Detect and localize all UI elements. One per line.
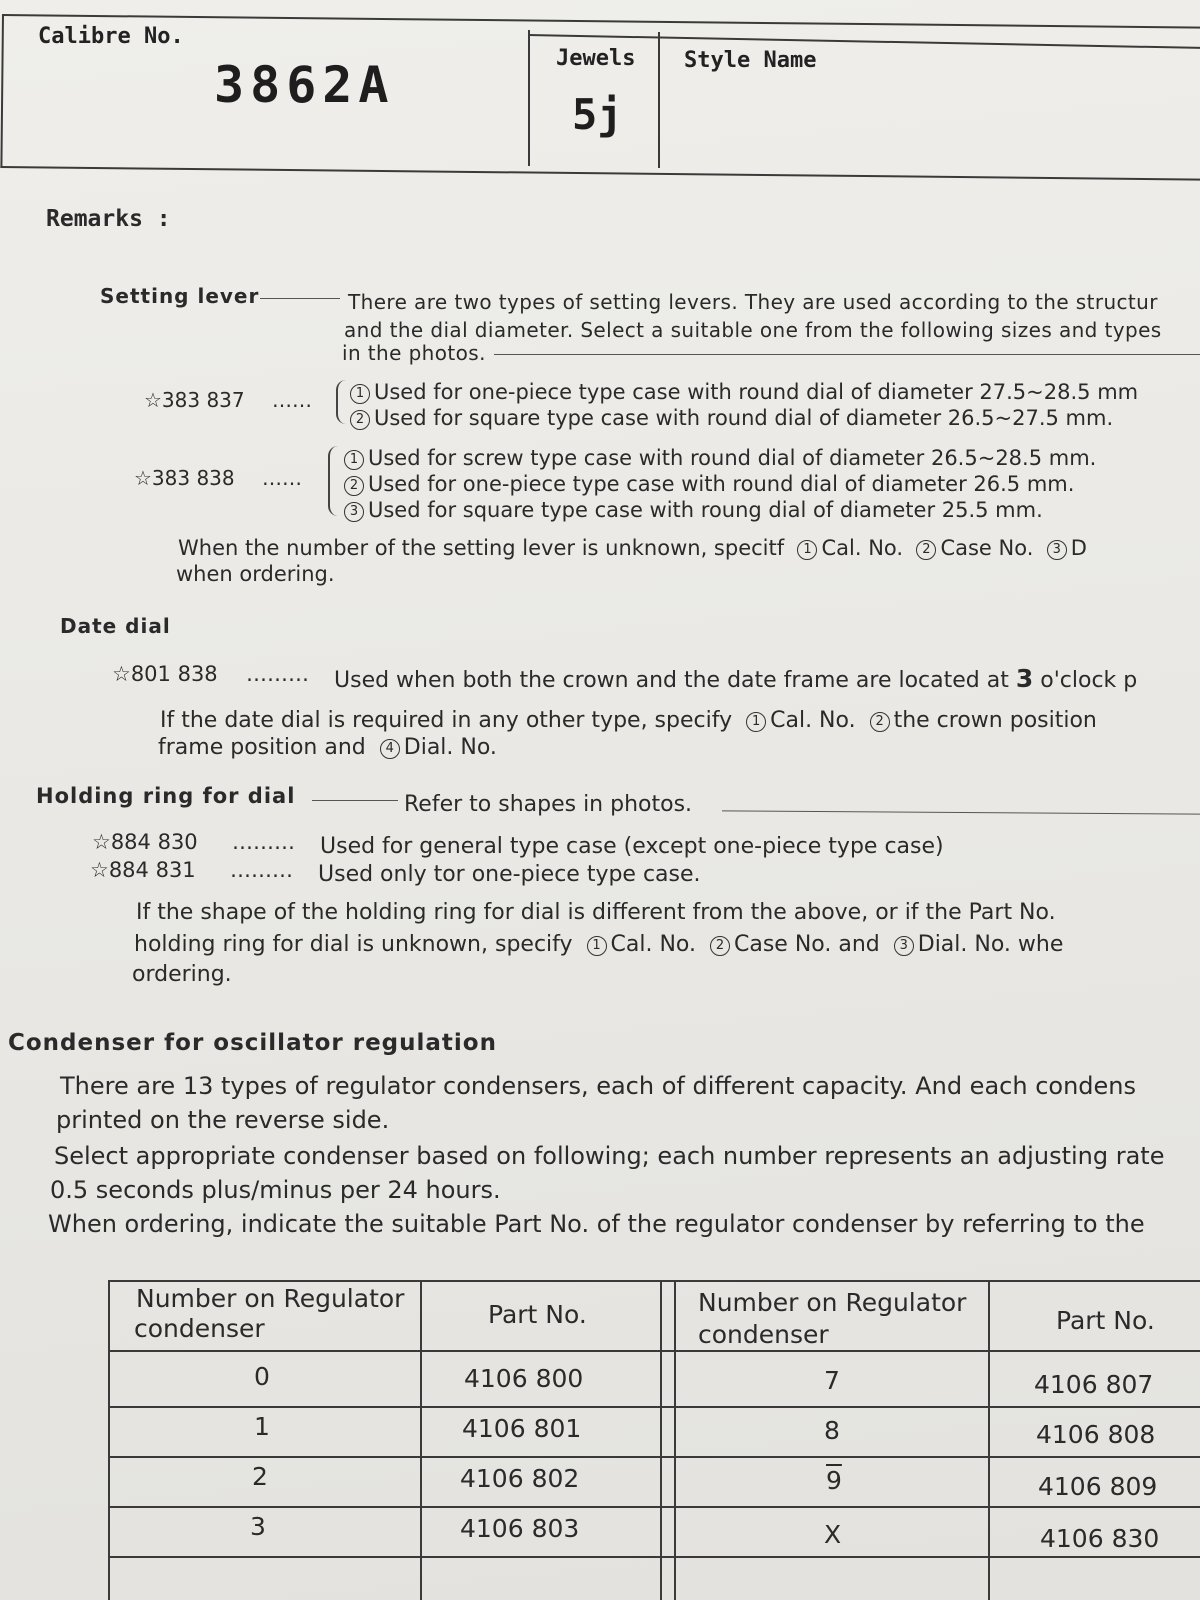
table-cell-number: 8 xyxy=(824,1416,840,1445)
condenser-line-4: 0.5 seconds plus/minus per 24 hours. xyxy=(50,1176,501,1204)
setting-lever-383838-item-1 xyxy=(344,446,1096,470)
leader-dots: ……… xyxy=(232,830,295,854)
part-number-801838: ☆801 838 xyxy=(112,662,218,686)
calibre-number: 3862A xyxy=(214,56,395,114)
table-header-part-1: Part No. xyxy=(488,1300,587,1329)
circled-number-2: 2 xyxy=(350,410,370,430)
table-header-number-2a: Number on Regulator xyxy=(698,1288,967,1317)
condenser-line-2: printed on the reverse side. xyxy=(56,1106,390,1134)
part-tail: o'clock p xyxy=(1040,668,1138,693)
setting-lever-leader xyxy=(260,298,340,299)
item-text: Used for square type case with round dial of diameter 26.5~27.5 mm. xyxy=(374,406,1114,430)
item-text: Used for square type case with roung dial of diameter 25.5 mm. xyxy=(368,498,1043,522)
circled-number-2: 2 xyxy=(710,936,730,956)
condenser-title: Condenser for oscillator regulation xyxy=(8,1030,497,1056)
table-cell-part: 4106 803 xyxy=(460,1514,580,1543)
date-dial-title: Date dial xyxy=(60,614,171,638)
holding-ring-desc: Refer to shapes in photos. xyxy=(404,792,693,817)
table-cell-part: 4106 808 xyxy=(1036,1420,1156,1449)
part-number-884830: ☆884 830 xyxy=(92,830,198,854)
circled-number-1: 1 xyxy=(797,540,817,560)
setting-lever-383837-item-1 xyxy=(350,380,1138,404)
condenser-line-5: When ordering, indicate the suitable Part No. of the regulator condenser by referring to the xyxy=(48,1210,1145,1238)
table-cell-number: 7 xyxy=(824,1366,840,1395)
holding-ring-leader xyxy=(312,800,398,801)
setting-lever-desc-rule xyxy=(494,354,1200,355)
note-text: When the number of the setting lever is unknown, specitf xyxy=(178,536,785,560)
table-cell-part: 4106 830 xyxy=(1040,1524,1160,1553)
circled-number-2: 2 xyxy=(870,712,890,732)
leader-dots: …… xyxy=(272,388,312,412)
setting-lever-note-line-2: when ordering. xyxy=(176,562,335,586)
table-rule-left xyxy=(108,1280,110,1600)
jewels-label: Jewels xyxy=(556,46,636,71)
note-text: holding ring for dial is unknown, specify xyxy=(134,932,573,957)
note-text: Case No. xyxy=(940,536,1034,560)
setting-lever-383838-item-2 xyxy=(344,472,1074,496)
leader-dots: …… xyxy=(262,466,302,490)
holding-ring-note-line-3: ordering. xyxy=(132,962,232,987)
item-text: Used for one-piece type case with round dial of diameter 26.5 mm. xyxy=(368,472,1075,496)
setting-lever-note-line-1 xyxy=(178,536,1087,560)
table-header-number-1a: Number on Regulator xyxy=(136,1284,405,1313)
regulator-condenser-table xyxy=(108,1280,1200,1600)
table-cell-part: 4106 807 xyxy=(1034,1370,1154,1399)
note-text: Dial. No. whe xyxy=(917,932,1064,957)
header-divider-1 xyxy=(528,30,530,166)
condenser-line-1: There are 13 types of regulator condensers, each of different capacity. And each condens xyxy=(60,1072,1136,1100)
setting-lever-desc-2: and the dial diameter. Select a suitable one from the following sizes and types xyxy=(344,318,1162,342)
table-cell-number: 3 xyxy=(250,1512,266,1541)
note-text: Cal. No. xyxy=(770,708,856,733)
jewels-value: 5j xyxy=(572,90,623,139)
table-cell-part: 4106 809 xyxy=(1038,1472,1158,1501)
table-col-divider xyxy=(988,1280,990,1600)
setting-lever-desc-1: There are two types of setting levers. They are used according to the structur xyxy=(348,290,1158,314)
date-dial-note-line-2 xyxy=(158,735,497,760)
note-text: the crown position xyxy=(893,708,1097,733)
part-bold-number: 3 xyxy=(1015,664,1034,693)
brace-383838 xyxy=(328,446,338,516)
circled-number-4: 4 xyxy=(380,739,400,759)
setting-lever-383838-item-3 xyxy=(344,498,1043,522)
item-text: Used for screw type case with round dial of diameter 26.5~28.5 mm. xyxy=(368,446,1097,470)
holding-ring-part-1-text: Used for general type case (except one-piece type case) xyxy=(320,834,944,859)
holding-ring-part-2-text: Used only tor one-piece type case. xyxy=(318,862,701,887)
table-rule-row xyxy=(108,1506,1200,1508)
table-rule-row xyxy=(108,1456,1200,1458)
note-text: Dial. No. xyxy=(403,735,497,760)
circled-number-1: 1 xyxy=(344,450,364,470)
table-cell-number: 9 xyxy=(826,1466,842,1495)
table-cell-number: 2 xyxy=(252,1462,268,1491)
part-text: Used when both the crown and the date frame are located at xyxy=(334,668,1009,693)
table-cell-number: 1 xyxy=(254,1412,270,1441)
date-dial-part-text xyxy=(334,664,1137,693)
note-text: Cal. No. xyxy=(821,536,904,560)
holding-ring-desc-rule xyxy=(722,810,1200,814)
table-cell-part: 4106 801 xyxy=(462,1414,582,1443)
table-header-number-2b: condenser xyxy=(698,1320,829,1349)
leader-dots: ……… xyxy=(246,662,309,686)
table-header-number-1b: condenser xyxy=(134,1314,265,1343)
part-number-383837: ☆383 837 xyxy=(144,388,245,412)
circled-number-1: 1 xyxy=(587,936,607,956)
table-col-divider xyxy=(420,1280,422,1600)
remarks-title: Remarks : xyxy=(46,206,171,232)
part-number-383838: ☆383 838 xyxy=(134,466,235,490)
note-text: Cal. No. xyxy=(610,932,696,957)
setting-lever-title: Setting lever xyxy=(100,284,260,308)
note-text: D xyxy=(1070,536,1087,560)
circled-number-2: 2 xyxy=(916,540,936,560)
table-col-divider xyxy=(674,1280,676,1600)
table-cell-number: 0 xyxy=(254,1362,270,1391)
holding-ring-note-line-2 xyxy=(134,932,1063,957)
table-rule-top xyxy=(108,1280,1200,1282)
item-text: Used for one-piece type case with round dial of diameter 27.5~28.5 mm xyxy=(374,380,1139,404)
leader-dots: ……… xyxy=(230,858,293,882)
table-cell-part: 4106 802 xyxy=(460,1464,580,1493)
calibre-header xyxy=(0,0,1200,180)
circled-number-1: 1 xyxy=(350,384,370,404)
header-divider-2 xyxy=(658,32,660,168)
table-rule-header xyxy=(108,1350,1200,1352)
table-rule-row xyxy=(108,1406,1200,1408)
circled-number-3: 3 xyxy=(894,936,914,956)
table-cell-number: X xyxy=(824,1520,842,1549)
note-text: If the date dial is required in any other type, specify xyxy=(160,708,733,733)
note-text: Case No. and xyxy=(734,932,880,957)
circled-number-1: 1 xyxy=(746,712,766,732)
table-col-divider xyxy=(660,1280,662,1600)
style-name-label: Style Name xyxy=(684,48,817,73)
note-text: frame position and xyxy=(158,735,366,760)
table-header-part-2: Part No. xyxy=(1056,1306,1155,1335)
part-number-884831: ☆884 831 xyxy=(90,858,196,882)
circled-number-3: 3 xyxy=(1047,540,1067,560)
circled-number-2: 2 xyxy=(344,476,364,496)
circled-number-3: 3 xyxy=(344,502,364,522)
holding-ring-note-line-1: If the shape of the holding ring for dial is different from the above, or if the Part No. xyxy=(136,900,1056,925)
calibre-label: Calibre No. xyxy=(38,24,184,49)
brace-383837 xyxy=(336,380,346,424)
condenser-line-3: Select appropriate condenser based on following; each number represents an adjusting rate xyxy=(54,1142,1165,1170)
table-cell-part: 4106 800 xyxy=(464,1364,584,1393)
setting-lever-383837-item-2 xyxy=(350,406,1113,430)
holding-ring-title: Holding ring for dial xyxy=(36,784,296,808)
table-rule-row xyxy=(108,1556,1200,1558)
setting-lever-desc-3: in the photos. xyxy=(342,341,486,365)
date-dial-note-line-1 xyxy=(160,708,1097,733)
